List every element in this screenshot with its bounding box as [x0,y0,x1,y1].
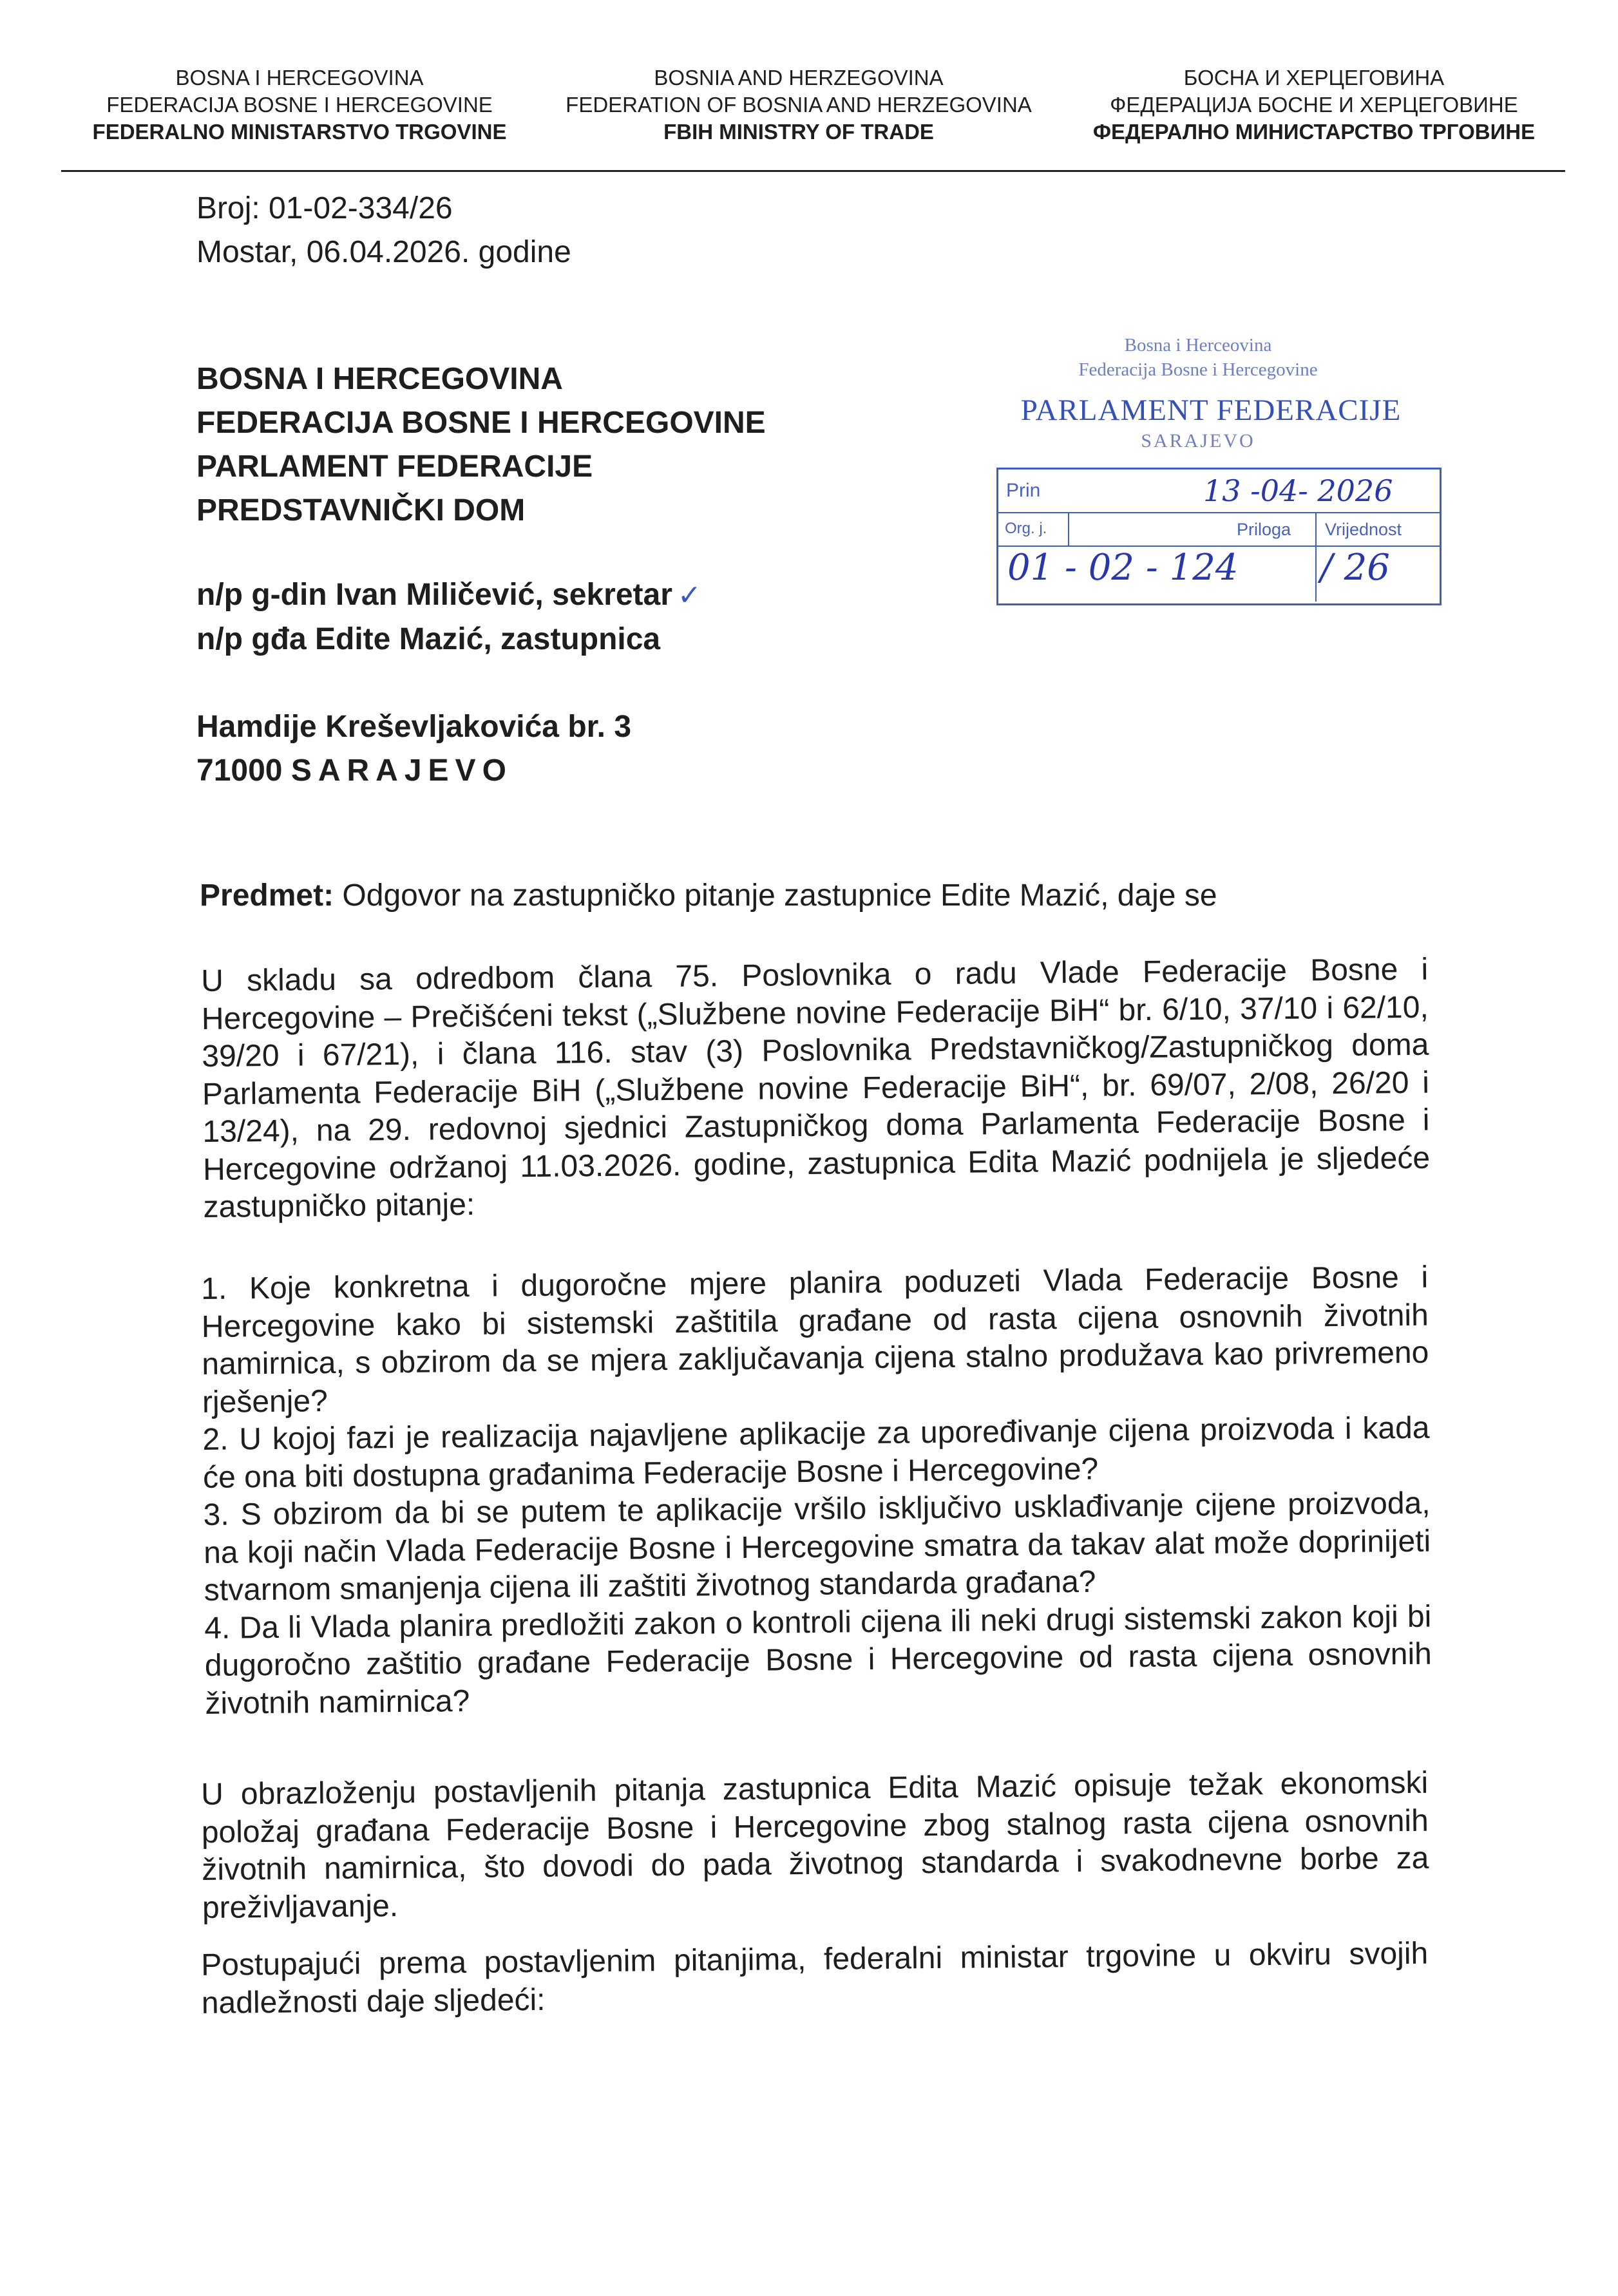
attention-line-representative: n/p gđa Edite Mazić, zastupnica [196,622,661,656]
subject-line [200,878,1217,913]
attention-line-secretary [196,573,701,618]
stamp-divider [1068,513,1069,546]
reference-number: Broj: 01-02-334/26 [196,191,453,225]
body-intro-paragraph [201,951,1431,1227]
attention-secretary-text: n/p g-din Ivan Miličević, sekretar [196,578,672,612]
closing-text: Postupajući prema postavljenim pitanjima, federalni ministar trgovine u okviru svojih nadležnosti daje sljedeći: [201,1936,1429,2020]
stamp-received-date: 13 -04- 2026 [1203,473,1393,508]
stamp-org-label: Org. j. [1005,520,1047,537]
stamp-handwritten-number: 01 - 02 - 124 [1007,547,1239,589]
subject-text: Odgovor na zastupničko pitanje zastupnice Edite Mazić, daje se [342,878,1217,913]
stamp-row-received [998,470,1440,513]
stamp-row-labels [998,513,1440,547]
recipient-line: FEDERACIJA BOSNE I HERCEGOVINE [196,406,766,440]
stamp-city: SARAJEVO [1141,430,1255,451]
place-date: Mostar, 06.04.2026. godine [196,235,571,269]
header-right-ministry: ФЕДЕРАЛНО МИНИСТАРСТВО ТРГОВИНЕ [1092,120,1536,144]
header-divider [61,170,1565,172]
header-middle-entity: FEDERATION OF BOSNIA AND HERZEGOVINA [566,93,1032,117]
address-block [196,705,631,793]
stamp-parliament: PARLAMENT FEDERACIJE [1020,394,1402,427]
city: SARAJEVO [290,754,513,788]
street-address: Hamdije Kreševljakovića br. 3 [196,710,632,744]
header-middle-block [551,64,1047,146]
postcode: 71000 [196,754,283,788]
header-right-country: БОСНА И ХЕРЦЕГОВИНА [1183,66,1445,90]
attention-block [196,573,701,661]
header-right-entity: ФЕДЕРАЦИЈА БОСНЕ И ХЕРЦЕГОВИНЕ [1110,93,1518,117]
closing-paragraph [201,1935,1429,2022]
reference-block [196,187,571,274]
header-middle-country: BOSNIA AND HERZEGOVINA [654,66,944,90]
stamp-received-label: Prin [1006,480,1041,501]
checkmark-icon: ✓ [677,580,701,611]
header-left-country: BOSNA I HERCEGOVINA [175,66,424,90]
header-left-entity: FEDERACIJA BOSNE I HERCEGOVINE [106,93,493,117]
question-item: 3. S obzirom da bi se putem te aplikacije vršilo isključivo usklađivanje cijene proizvoda, na koji način Vlada Federacije Bosne i Hercegovine smatra da takav alat može doprinijeti stvarnom smanjenja cijena ili zaštiti životnog standarda građana? [203,1486,1431,1608]
question-item: 4. Da li Vlada planira predložiti zakon o kontroli cijena ili neki drugi sistemski zakon koji bi dugoročno zaštitio građane Federacije Bosne i Hercegovine od rasta cijena osnovnih životnih namirnica? [204,1599,1432,1721]
intro-text: U skladu sa odredbom člana 75. Poslovnika o radu Vlade Federacije Bosne i Hercegovine – Prečišćeni tekst („Službene novine Federacije BiH“ br. 6/10, 37/10 i 62/10, 39/20 i 67/21), i člana 116. stav (3) Poslovnika Predstavničkog/Zastupničkog doma Parlamenta Federacije BiH („Službene novine Federacije BiH“, br. 69/07, 2/08, 26/20 i 13/24), na 29. redovnoj sjednici Zastupničkog doma Parlamenta Federacije Bosne i Hercegovine održanoj 11.03.2026. godine, zastupnica Edita Mazić podnijela je sljedeće zastupničko pitanje: [201,952,1431,1224]
question-item: 2. U kojoj fazi je realizacija najavljene aplikacije za upoređivanje cijena proizvoda i kada će ona biti dostupna građanima Federacije Bosne i Hercegovine? [202,1410,1430,1495]
postal-city [196,749,631,793]
stamp-value-label: Vrijednost [1325,520,1402,539]
questions-list [201,1259,1432,1723]
received-stamp [992,335,1443,605]
header-right-block [1069,64,1559,146]
explanation-text: U obrazloženju postavljenih pitanja zastupnica Edita Mazić opisuje težak ekonomski položaj građana Federacije Bosne i Hercegovine zbog stalnog rasta cijena osnovnih životnih namirnica, što dovodi do pada životnog standarda i svakodnevne borbe za preživljavanje. [201,1765,1429,1925]
stamp-divider [1315,513,1317,602]
recipient-line: PARLAMENT FEDERACIJE [196,450,593,484]
recipient-line: PREDSTAVNIČKI DOM [196,493,526,527]
header-left-block [84,64,515,146]
stamp-entity: Federacija Bosne i Hercegovine [1078,359,1318,380]
stamp-handwritten-year: / 26 [1320,547,1390,589]
explanation-paragraph [201,1765,1429,1927]
recipient-block [196,357,766,533]
header-left-ministry: FEDERALNO MINISTARSTVO TRGOVINE [92,120,507,144]
stamp-attachments-label: Priloga [1237,520,1291,539]
stamp-country: Bosna i Herceovina [1124,335,1272,356]
recipient-line: BOSNA I HERCEGOVINA [196,362,563,396]
stamp-table [996,468,1442,605]
header-middle-ministry: FBIH MINISTRY OF TRADE [663,120,934,144]
question-item: 1. Koje konkretna i dugoročne mjere planira poduzeti Vlada Federacije Bosne i Hercegovine kako bi sistemski zaštitila građane od rasta cijena osnovnih životnih namirnica, s obzirom da se mjera zaključavanja cijena stalno produžava kao privremeno rješenje? [201,1260,1429,1419]
subject-label: Predmet: [200,878,334,913]
